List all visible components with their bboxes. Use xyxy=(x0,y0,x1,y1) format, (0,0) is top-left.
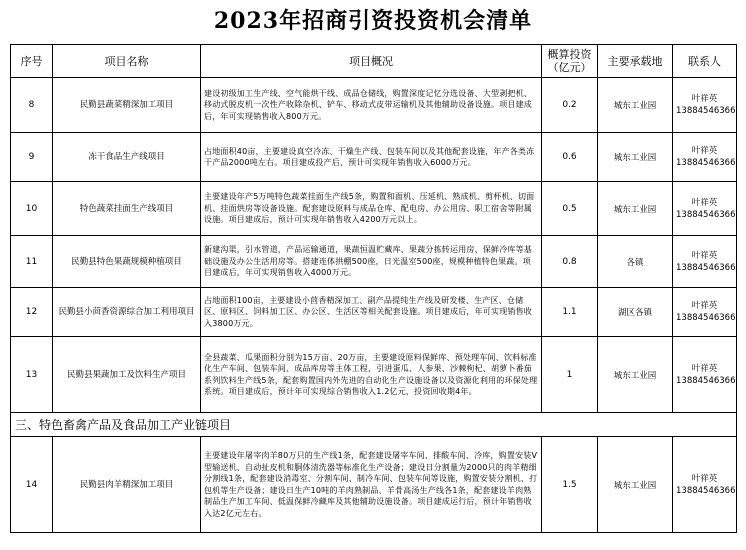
row-num: 12 xyxy=(11,288,53,337)
table-header-row xyxy=(11,45,737,78)
investment-value: 0.8 xyxy=(542,236,598,288)
project-description: 主要建设年屠宰肉羊80万只的生产线1条，配套建设屠宰车间、排酸车间、冷库，购置安装V型输送机、自动扯皮机和胴体清洗器等标准化生产设备；建设日分割量为2000只的肉羊精细分割线1条，配套建设消毒室、分割车间、制冷车间、包装车间等设施，购置安装分割机、打包机等生产设备；建设日生产10吨的羊肉熟制品、羊骨高汤生产线各1条，配套建设羊肉熟制品生产加工车间、低温保鲜冷藏库及其他辅助设施设备。项目建成运行后，预计年销售收入达2亿元左右。 xyxy=(201,437,542,533)
project-description: 占地面积100亩，主要建设小茴香精深加工、副产品提纯生产线及研发楼、生产区、仓储区、原料区、饲料加工区、办公区、生活区等相关配套设施。项目建成后，年可实现销售收入3800万元。 xyxy=(201,288,542,337)
location: 城东工业园 xyxy=(598,78,673,133)
table-row xyxy=(11,337,737,413)
project-name: 民勤县蔬菜精深加工项目 xyxy=(53,78,201,133)
project-description: 建设初级加工生产线、空气能烘干线、成品仓储线，购置深度记忆分选设备、大型剥把机、移动式脱皮机一次性产收除杂机、铲车、移动式皮带运输机及其他辅助设备设施。项目建成后，年可实现销售收入800万元。 xyxy=(201,78,542,133)
contact xyxy=(673,78,737,133)
contact-phone: 13884546366 xyxy=(676,485,736,496)
contact-name: 叶祥英 xyxy=(691,363,718,374)
project-name: 民勤县果蔬加工及饮料生产项目 xyxy=(53,337,201,413)
table-row xyxy=(11,288,737,337)
header-investment: 概算投资（亿元） xyxy=(542,45,598,78)
project-description: 新建沟渠，引水管道，产品运输通道，果蔬恒温贮藏库、果蔬分拣转运用房、保鲜冷库等基础设施及办公生活用房等。搭建连体拱棚500座，日光温室500座，规模种植特色果蔬。项目建成后，年可实现销售收入4000万元。 xyxy=(201,236,542,288)
location: 湖区各镇 xyxy=(598,288,673,337)
contact-name: 叶祥英 xyxy=(691,94,718,104)
header-location: 主要承载地 xyxy=(598,45,673,78)
contact-name: 叶祥英 xyxy=(691,301,718,311)
header-num: 序号 xyxy=(11,45,53,78)
row-num: 8 xyxy=(11,78,53,133)
table-row xyxy=(11,182,737,236)
contact-name: 叶祥英 xyxy=(691,473,718,484)
investment-value: 1 xyxy=(542,337,598,413)
project-name: 冻干食品生产线项目 xyxy=(53,133,201,182)
row-num: 14 xyxy=(11,437,53,533)
project-name: 民勤县小茴香资源综合加工利用项目 xyxy=(53,288,201,337)
investment-value: 0.6 xyxy=(542,133,598,182)
project-description: 全县蔬菜、瓜果面积分别为15万亩、20万亩，主要建设原料保鲜库、预处理车间、饮料标准化生产车间、包装车间、成品库房等主体工程，引进蛋瓜、人参果、沙棘枸杞、胡萝卜番茄系列饮料生产线5条，配套购置国内外先进的自动化生产设施设备以及资源化利用的环保处理系统。项目建成后，预计年可实现综合销售收入1.2亿元，投资回收期4年。 xyxy=(201,337,542,413)
contact xyxy=(673,133,737,182)
contact-phone: 13884546366 xyxy=(676,313,736,323)
section-row xyxy=(11,413,737,437)
contact-name: 叶祥英 xyxy=(691,197,718,208)
contact-phone: 13884546366 xyxy=(676,262,736,273)
contact-phone: 13884546366 xyxy=(676,209,736,220)
table-row xyxy=(11,437,737,533)
investment-value: 0.5 xyxy=(542,182,598,236)
contact-name: 叶祥英 xyxy=(691,146,718,156)
row-num: 10 xyxy=(11,182,53,236)
contact-name: 叶祥英 xyxy=(691,250,718,261)
contact xyxy=(673,437,737,533)
project-name: 民勤县特色果蔬规模种植项目 xyxy=(53,236,201,288)
project-description: 占地面积40亩，主要建设真空冷冻、干燥生产线、包装车间以及其他配套设施，年产各类冻干产品2000吨左右。项目建成投产后，预计可实现年销售收入6000万元。 xyxy=(201,133,542,182)
project-name: 特色蔬菜挂面生产线项目 xyxy=(53,182,201,236)
header-contact: 联系人 xyxy=(673,45,737,78)
contact xyxy=(673,236,737,288)
project-name: 民勤县肉羊精深加工项目 xyxy=(53,437,201,533)
investment-value: 1.5 xyxy=(542,437,598,533)
table-row xyxy=(11,133,737,182)
contact-phone: 13884546366 xyxy=(676,158,736,168)
location: 城东工业园 xyxy=(598,133,673,182)
investment-table xyxy=(10,44,737,533)
contact xyxy=(673,182,737,236)
investment-value: 1.1 xyxy=(542,288,598,337)
investment-value: 0.2 xyxy=(542,78,598,133)
location: 城东工业园 xyxy=(598,437,673,533)
header-desc: 项目概况 xyxy=(201,45,542,78)
contact-phone: 13884546366 xyxy=(676,106,736,116)
location: 城东工业园 xyxy=(598,182,673,236)
contact xyxy=(673,288,737,337)
project-description: 主要建设年产5万吨特色蔬菜挂面生产线5条，购置和面机、压延机、熟成机、剪杯机、切面机、挂面烘房等设备设施。配套建设原料与成品仓库、配电房、办公用房、职工宿舍等附属设施。项目建成后，预计可实现年销售收入4200万元以上。 xyxy=(201,182,542,236)
header-name: 项目名称 xyxy=(53,45,201,78)
row-num: 11 xyxy=(11,236,53,288)
contact xyxy=(673,337,737,413)
row-num: 9 xyxy=(11,133,53,182)
page-title: 2023年招商引资投资机会清单 xyxy=(213,8,533,34)
section-title: 三、特色畜禽产品及食品加工产业链项目 xyxy=(11,413,737,437)
row-num: 13 xyxy=(11,337,53,413)
table-row xyxy=(11,236,737,288)
table-row xyxy=(11,78,737,133)
contact-phone: 13884546366 xyxy=(676,375,736,386)
location: 城东工业园 xyxy=(598,337,673,413)
location: 各镇 xyxy=(598,236,673,288)
